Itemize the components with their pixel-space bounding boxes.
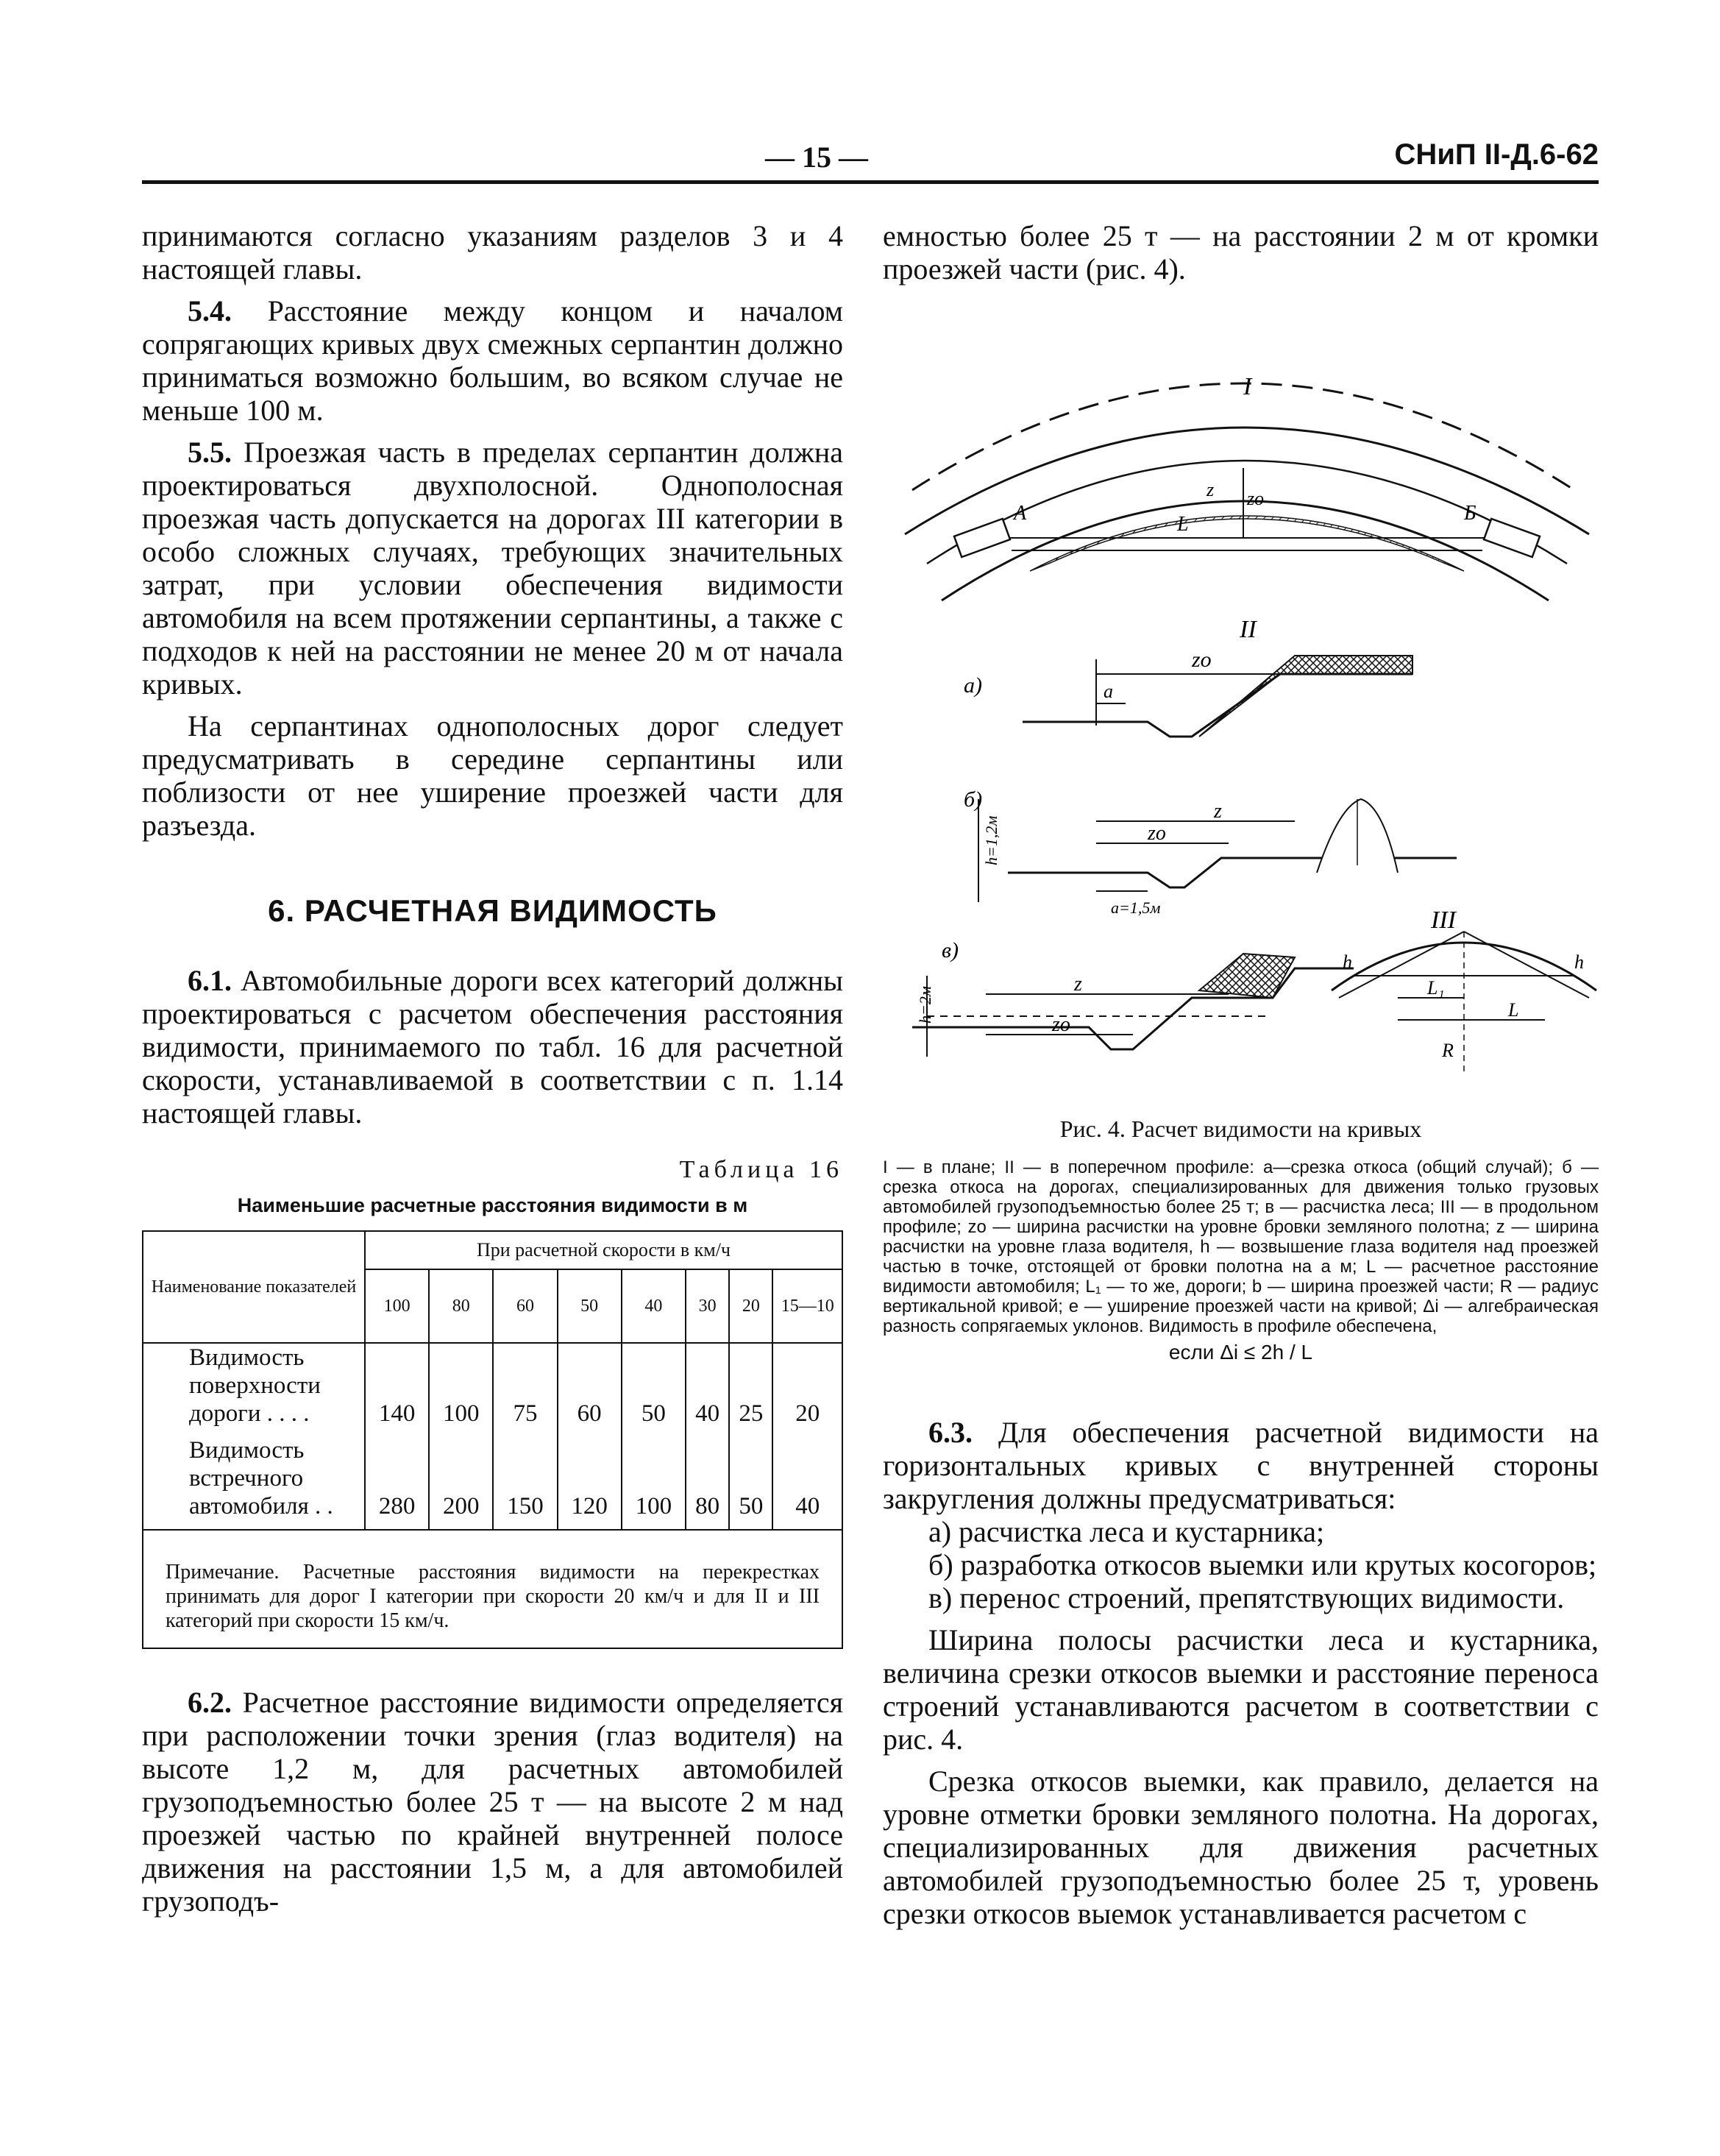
table-cell: 40 (772, 1436, 842, 1530)
table-cell: 200 (429, 1436, 493, 1530)
label-A: А (1014, 502, 1027, 525)
label-L-iii: L (1508, 999, 1519, 1021)
paragraph: Ширина полосы расчистки леса и кустарника, величина срезки откосов выемки и расстояние переноса строений устанавливаются расчетом в соответствии с рис. 4. (883, 1623, 1599, 1756)
table-cell: 120 (558, 1436, 622, 1530)
profile-v (912, 968, 1354, 1049)
table-speed-cell: 15—10 (772, 1269, 842, 1343)
table-speed-cell: 100 (365, 1269, 429, 1343)
grade-line-1 (1339, 932, 1464, 998)
profile-a (1023, 674, 1412, 737)
table-speed-cell: 60 (493, 1269, 557, 1343)
table-note: Примечание. Расчетные расстояния видимости на перекрестках принимать для дорог I категории при скорости 20 км/ч и для II и III категорий при скорости 15 км/ч. (143, 1530, 842, 1648)
label-h12: h=1,2м (982, 815, 1001, 865)
table-cell: 100 (429, 1343, 493, 1436)
figure-caption: Рис. 4. Расчет видимости на кривых (1059, 1116, 1422, 1142)
clause-text: Автомобильные дороги всех категорий должны проектироваться с расчетом обеспечения расстояния видимости, принимаемого по табл. 16 для расчетной скорости, устанавливаемой в соответствии с п. 1.14 настоящей главы. (142, 964, 843, 1130)
label-a: а) (964, 673, 982, 698)
label-a-small: a (1104, 681, 1113, 702)
paragraph: На серпантинах однополосных дорог следует предусматривать в середине серпантины или поблизости от нее уширение проезжей части для разъезда. (142, 709, 843, 842)
table-cell: 280 (365, 1436, 429, 1530)
table-cell: 25 (729, 1343, 772, 1436)
paragraph-6-2 (142, 1686, 843, 1918)
label-L: L (1177, 513, 1189, 536)
list-item: а) расчистка леса и кустарника; (928, 1515, 1325, 1548)
paragraph-5-5 (142, 436, 843, 701)
figure-legend: I — в плане; II — в поперечном профиле: а—срезка откоса (общий случай); б — срезка откоса на дорогах, специализированных для движения только грузовых автомобилей грузоподъемностью более 25 т; в — расчистка леса; III — в продольном профиле; zо — ширина расчистки на уровне бровки земляного полотна; z — ширина расчистки на уровне глаза водителя, h — возвышение глаза водителя над проезжей частью в точке, отстоящей от бровки полотна на а м; L — расчетное расстояние видимости автомобиля; L₁ — то же, дороги; b — ширина проезжей части; R — радиус вертикальной кривой; е — уширение проезжей части на кривой; Δi — алгебраическая разность сопрягаемых уклонов. Видимость в профиле обеспечена, (883, 1157, 1599, 1336)
section-title: 6. РАСЧЕТНАЯ ВИДИМОСТЬ (268, 893, 717, 928)
clause-text: Расстояние между концом и началом сопрягающих кривых двух смежных серпантин должно приниматься возможно большим, во всяком случае не меньше 100 м. (142, 294, 843, 427)
table-cell: 80 (686, 1436, 729, 1530)
label-z-v: z (1074, 973, 1082, 996)
label-b: б) (964, 787, 983, 812)
clause-text: Проезжая часть в пределах серпантин должна проектироваться двухполосной. Однополосная проезжая часть допускается на дорогах III категории в особо сложных случаях, требующих значительных затрат, при условии обеспечения видимости автомобиля на всем протяжении серпантины, а также с подходов к ней на расстоянии не менее 20 м от начала кривых. (142, 436, 843, 701)
label-part-3: III (1431, 907, 1456, 934)
label-a15: a=1,5м (1111, 898, 1161, 917)
table-speed-cell: 20 (729, 1269, 772, 1343)
clause-number: 6.3. (928, 1416, 973, 1449)
figure-condition: если Δi ≤ 2h / L (1168, 1341, 1313, 1364)
list-item: б) разработка откосов выемки или крутых косогоров; (928, 1548, 1597, 1581)
label-z-b: z (1214, 800, 1222, 823)
clause-text: Расчетное расстояние видимости определяется при расположении точки зрения (глаз водителя) на высоте 1,2 м, для расчетных автомобилей грузоподъемностью более 25 т — на высоте 2 м над проезжей частью по крайней внутренней полосе движения на расстоянии 1,5 м, а для автомобилей грузоподъ- (142, 1686, 843, 1918)
paragraph: Срезка откосов выемки, как правило, делается на уровне отметки бровки земляного полотна. На дорогах, специализированных для движения расчетных автомобилей грузоподъемностью более 25 т, уровень срезки откосов выемок устанавливается расчетом с (883, 1765, 1599, 1930)
label-zo: zо (1247, 488, 1265, 509)
right-column (883, 219, 1599, 1930)
table-cell: 140 (365, 1343, 429, 1436)
label-zo-v: zо (1052, 1013, 1070, 1036)
page-number: — 15 — (765, 141, 868, 174)
grade-line-2 (1464, 932, 1589, 998)
table-cell: 150 (493, 1436, 557, 1530)
label-v: в) (942, 938, 959, 962)
table-speed-cell: 80 (429, 1269, 493, 1343)
label-zo-b: zо (1148, 822, 1166, 845)
table-cell: 60 (558, 1343, 622, 1436)
table-cell: 75 (493, 1343, 557, 1436)
clause-number: 5.5. (188, 436, 232, 469)
table-cell: 50 (729, 1436, 772, 1530)
car-a (954, 519, 1010, 557)
label-h2: h=2м (916, 986, 934, 1024)
label-z: z (1207, 479, 1215, 500)
label-h-right: h (1574, 951, 1584, 973)
clause-number: 6.2. (188, 1686, 232, 1719)
label-L1: L₁ (1427, 977, 1445, 999)
document-code: СНиП II-Д.6-62 (1394, 138, 1599, 171)
label-B: Б (1464, 502, 1476, 525)
clause-number: 6.1. (188, 964, 232, 997)
label-part-1: I (1243, 373, 1252, 400)
table-cell: 100 (622, 1436, 686, 1530)
clause-number: 5.4. (188, 294, 232, 327)
table-row (143, 1343, 842, 1436)
cut-zone-a (1199, 656, 1412, 737)
table-speed-cell: 40 (622, 1269, 686, 1343)
table-row (143, 1436, 842, 1530)
visibility-table (142, 1230, 843, 1649)
clearing-zone-v (1199, 954, 1295, 998)
paragraph: емностью более 25 т — на расстоянии 2 м от кромки проезжей части (рис. 4). (883, 219, 1599, 286)
label-h-left: h (1343, 951, 1352, 973)
table-cell: 40 (686, 1343, 729, 1436)
paragraph: принимаются согласно указаниям разделов 3 и 4 настоящей главы. (142, 219, 843, 286)
table-cell: 50 (622, 1343, 686, 1436)
left-column (142, 219, 843, 1918)
table-header-name: Наименование показателей (143, 1231, 365, 1343)
table-header-speed: При расчетной скорости в км/ч (365, 1231, 842, 1269)
label-R: R (1442, 1040, 1454, 1061)
table-speed-cell: 50 (558, 1269, 622, 1343)
car-b (1484, 519, 1540, 557)
header-rule (142, 180, 1599, 184)
table-caption: Наименьшие расчетные расстояния видимости в м (237, 1194, 748, 1216)
list-item: в) перенос строений, препятствующих видимости. (928, 1581, 1565, 1614)
label-zo-a: zо (1192, 648, 1212, 672)
table-row-label: Видимость поверхности дороги . . . . (143, 1343, 365, 1436)
table-row-label: Видимость встречного автомобиля . . (143, 1436, 365, 1530)
paragraph-5-4 (142, 294, 843, 427)
table-label: Таблица 16 (679, 1156, 843, 1183)
figure-4 (883, 291, 1599, 1123)
table-body (143, 1343, 842, 1530)
table-speed-cell: 30 (686, 1269, 729, 1343)
figure-4-drawing (883, 291, 1599, 1108)
table-cell: 20 (772, 1343, 842, 1436)
label-part-2: II (1240, 616, 1257, 643)
paragraph-6-1 (142, 964, 843, 1130)
clause-text: Для обеспечения расчетной видимости на горизонтальных кривых с внутренней стороны закругления должны предусматриваться: (883, 1416, 1599, 1515)
paragraph-6-3 (883, 1416, 1599, 1515)
